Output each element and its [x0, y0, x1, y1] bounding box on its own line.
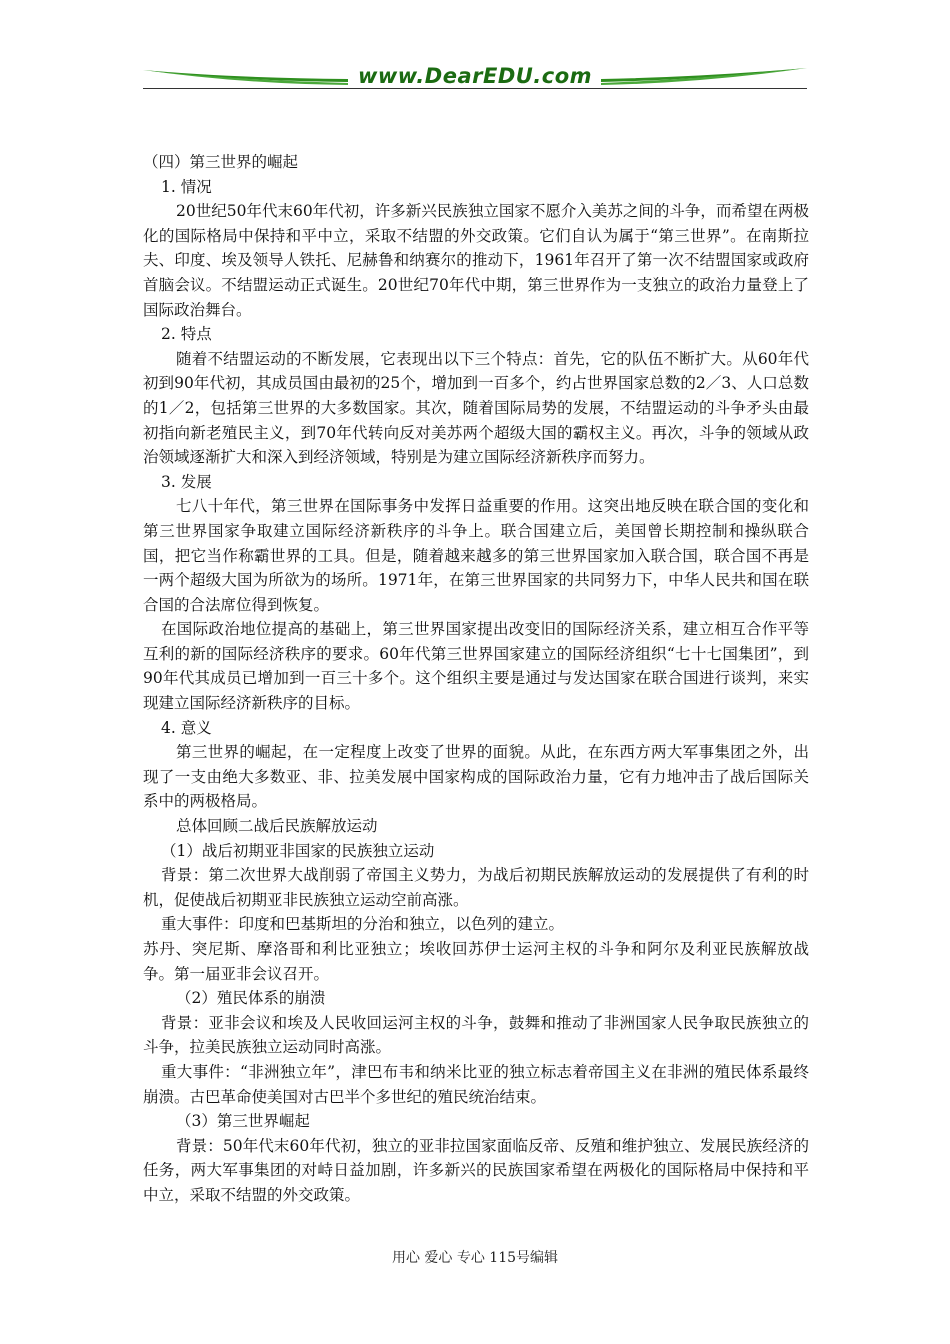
paragraph: 4. 意义 [161, 718, 212, 737]
paragraph: （四）第三世界的崛起 [143, 153, 299, 171]
paragraph: 背景：第二次世界大战削弱了帝国主义势力，为战后初期民族解放运动的发展提供了有利的时机，促使战后初期亚非民族独立运动空前高涨。 [143, 866, 809, 909]
paragraph: （3）第三世界崛起 [176, 1112, 310, 1131]
paragraph: 2. 特点 [161, 325, 212, 344]
paragraph: 随着不结盟运动的不断发展，它表现出以下三个特点：首先，它的队伍不断扩大。从60年代初到90年代初，其成员国由最初的25个，增加到一百多个，约占世界国家总数的2／3、人口总数的1／2，包括第三世界的大多数国家。其次，随着国际局势的发展，不结盟运动的斗争矛头由最初指向新老殖民主义，到70年代转向反对美苏两个超级大国的霸权主义。再次，斗争的领域从政治领域逐渐扩大和深入到经济领域，特别是为建立国际经济新秩序而努力。 [143, 349, 809, 467]
page-footer: 用心 爱心 专心 115号编辑 [391, 1250, 559, 1266]
paragraph: （1）战后初期亚非国家的民族独立运动 [161, 841, 435, 860]
paragraph: 在国际政治地位提高的基础上，第三世界国家提出改变旧的国际经济关系，建立相互合作平等互利的新的国际经济秩序的要求。60年代第三世界国家建立的国际经济组织“七十七国集团”，到90年代其成员已增加到一百三十多个。这个组织主要是通过与发达国家在联合国进行谈判，来实现建立国际经济新秩序的目标。 [143, 620, 809, 713]
paragraph: （2）殖民体系的崩溃 [176, 989, 326, 1008]
paragraph: 20世纪50年代末60年代初，许多新兴民族独立国家不愿介入美苏之间的斗争，而希望在两极化的国际格局中保持和平中立，采取不结盟的外交政策。它们自认为属于“第三世界”。在南斯拉夫、印度、埃及领导人铁托、尼赫鲁和纳赛尔的推动下，1961年召开了第一次不结盟国家或政府首脑会议。不结盟运动正式诞生。20世纪70年代中期，第三世界作为一支独立的政治力量登上了国际政治舞台。 [143, 202, 809, 319]
paragraph: 背景：50年代末60年代初，独立的亚非拉国家面临反帝、反殖和维护独立、发展民族经济的任务，两大军事集团的对峙日益加剧，许多新兴的民族国家希望在两极化的国际格局中保持和平中立，采取不结盟的外交政策。 [143, 1136, 809, 1204]
paragraph: 背景：亚非会议和埃及人民收回运河主权的斗争，鼓舞和推动了非洲国家人民争取民族独立的斗争，拉美民族独立运动同时高涨。 [143, 1013, 809, 1057]
paragraph: 第三世界的崛起，在一定程度上改变了世界的面貌。从此，在东西方两大军事集团之外，出现了一支由绝大多数亚、非、拉美发展中国家构成的国际政治力量，它有力地冲击了战后国际关系中的两极格局。 [143, 743, 809, 811]
paragraph: 1. 情况 [161, 177, 212, 196]
paragraph: 重大事件：印度和巴基斯坦的分治和独立，以色列的建立。 [161, 915, 565, 934]
site-brand: www.DearEDU.com [357, 64, 593, 88]
document-body [143, 150, 809, 1208]
site-header-banner [143, 58, 807, 98]
paragraph: 苏丹、突尼斯、摩洛哥和利比亚独立；埃收回苏伊士运河主权的斗争和阿尔及利亚民族解放战争。第一届亚非会议召开。 [143, 940, 809, 983]
header-rule [143, 88, 807, 89]
paragraph: 七八十年代，第三世界在国际事务中发挥日益重要的作用。这突出地反映在联合国的变化和第三世界国家争取建立国际经济新秩序的斗争上。联合国建立后，美国曾长期控制和操纵联合国，把它当作称霸世界的工具。但是，随着越来越多的第三世界国家加入联合国，联合国不再是一两个超级大国为所欲为的场所。1971年，在第三世界国家的共同努力下，中华人民共和国在联合国的合法席位得到恢复。 [143, 497, 809, 614]
paragraph: 总体回顾二战后民族解放运动 [176, 817, 378, 836]
paragraph: 3. 发展 [161, 472, 212, 491]
paragraph: 重大事件：“非洲独立年”，津巴布韦和纳米比亚的独立标志着帝国主义在非洲的殖民体系最终崩溃。古巴革命使美国对古巴半个多世纪的殖民统治结束。 [143, 1062, 809, 1106]
